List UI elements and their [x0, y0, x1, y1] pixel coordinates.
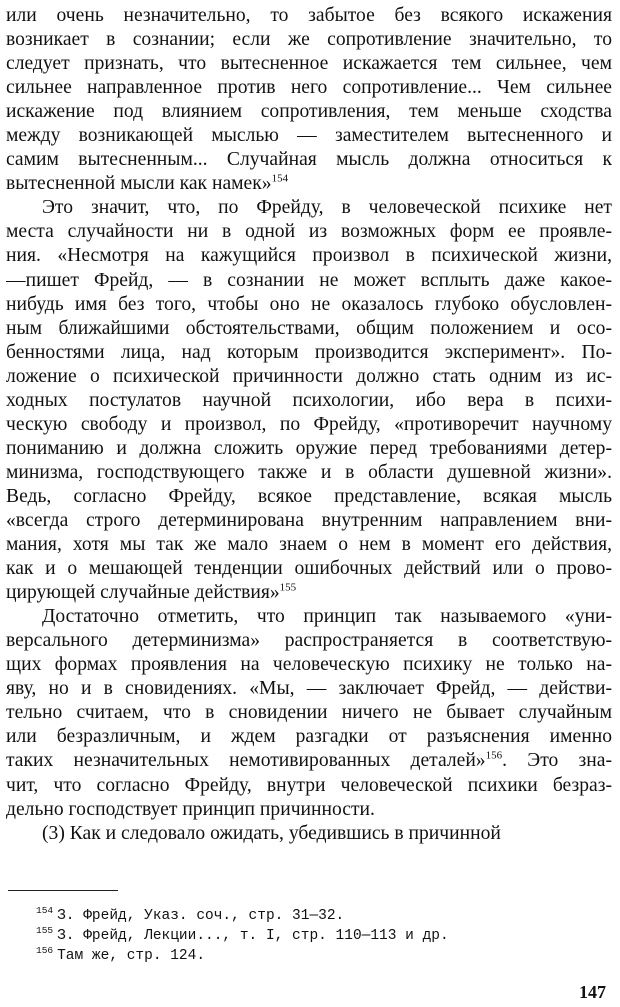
- line-text: ложение о психической причинности должно стать одним из ис-: [6, 365, 612, 387]
- footnotes: [36, 906, 596, 966]
- footnote-ref: 155: [279, 581, 297, 594]
- footnote-text: З. Фрейд, Лекции..., т. I, стр. 110—113 и др.: [57, 928, 449, 944]
- line-text: нибудь имя без того, чтобы оно не оказалось глубоко обусловлен-: [6, 293, 612, 315]
- text-line: [6, 581, 612, 605]
- footnote-text: З. Фрейд, Указ. соч., стр. 31—32.: [57, 908, 345, 924]
- line-text: минизма, господствующего также и в области душевной жизни».: [6, 461, 612, 483]
- text-line: [6, 52, 612, 76]
- text-line: [6, 629, 612, 653]
- text-line: [6, 269, 612, 293]
- text-line: [6, 244, 612, 268]
- line-text: между возникающей мыслью — заместителем вытесненного и: [6, 125, 612, 147]
- footnote: [36, 946, 596, 966]
- line-text: ческую свободу и произвол, по Фрейду, «противоречит научному: [6, 413, 612, 435]
- text-line: [6, 557, 612, 581]
- text-line: [6, 172, 612, 196]
- line-text: искажение под влиянием сопротивления, тем меньше сходства: [6, 101, 612, 123]
- footnote-ref: 156: [485, 749, 503, 762]
- text-line: [6, 317, 612, 341]
- text-line: [6, 293, 612, 317]
- line-text: или безразличным, и ждем разгадки от разъяснения именно: [6, 726, 612, 748]
- text-line: [6, 4, 612, 28]
- text-line: [6, 365, 612, 389]
- line-text: или очень незначительно, то забытое без всякого искажения: [6, 5, 612, 26]
- text-line: [6, 28, 612, 52]
- footnote-number: 154: [36, 905, 54, 917]
- text-line: [6, 677, 612, 701]
- line-text: тельно считаем, что в сновидении ничего не бывает случайным: [6, 702, 612, 724]
- text-line: [6, 148, 612, 172]
- line-text: (3) Как и следовало ожидать, убедившись в причинной: [42, 822, 501, 844]
- line-text: ходных постулатов научной психологии, ибо вера в психи-: [6, 389, 612, 411]
- text-line: [6, 774, 612, 798]
- footnote: [36, 906, 596, 926]
- line-text: места случайности ни в одной из возможных форм ее проявле-: [6, 221, 612, 243]
- text-line: [6, 605, 612, 629]
- text-line: [6, 220, 612, 244]
- page-number: 147: [579, 982, 606, 1002]
- line-text: как и о мешающей тенденции ошибочных действий или о прово-: [6, 558, 612, 580]
- text-line: [6, 196, 612, 220]
- text-line: [6, 725, 612, 749]
- text-line: [6, 341, 612, 365]
- line-text: «всегда строго детерминирована внутренним направлением вни-: [6, 509, 612, 531]
- line-text: ным ближайшими обстоятельствами, общим положением и осо-: [6, 317, 612, 339]
- text-line: [6, 749, 612, 773]
- text-line: [6, 653, 612, 677]
- line-text: цирующей случайные действия»: [6, 582, 280, 604]
- line-text: пониманию и должна сложить оружие перед требованиями детер-: [6, 437, 612, 459]
- footnote-text: Там же, стр. 124.: [57, 948, 206, 964]
- main-text: [6, 4, 612, 846]
- line-text: дельно господствует принцип причинности.: [6, 798, 375, 820]
- text-line: [6, 798, 612, 822]
- footnote: [36, 926, 596, 946]
- text-line: [6, 413, 612, 437]
- line-text: следует признать, что вытесненное искажается тем сильнее, чем: [6, 53, 612, 75]
- line-text: яву, но и в сновидениях. «Мы, — заключает Фрейд, — действи-: [6, 678, 612, 700]
- footnote-ref: 154: [271, 172, 289, 185]
- footnote-rule: [8, 890, 118, 891]
- text-line: [6, 822, 612, 846]
- line-text: вытесненной мысли как намек»: [6, 173, 272, 195]
- text-line: [6, 461, 612, 485]
- line-text: Ведь, согласно Фрейду, всякое представление, всякая мысль: [6, 485, 612, 507]
- text-line: [6, 701, 612, 725]
- footnote-number: 155: [36, 925, 54, 937]
- line-text: чит, что согласно Фрейду, внутри человеческой психики безраз-: [6, 774, 612, 796]
- line-text: таких незначительных немотивированных деталей»: [6, 750, 486, 772]
- text-line: [6, 100, 612, 124]
- text-line: [6, 437, 612, 461]
- text-line: [6, 509, 612, 533]
- line-tail: . Это зна-: [502, 750, 612, 772]
- line-text: бенностями лица, над которым производится эксперимент». По-: [6, 341, 612, 363]
- footnote-number: 156: [36, 945, 54, 957]
- text-line: [6, 124, 612, 148]
- line-text: Достаточно отметить, что принцип так называемого «уни-: [42, 606, 612, 628]
- line-text: Это значит, что, по Фрейду, в человеческой психике нет: [42, 197, 612, 219]
- line-text: возникает в сознании; если же сопротивление значительно, то: [6, 29, 612, 51]
- text-line: [6, 533, 612, 557]
- text-line: [6, 485, 612, 509]
- line-text: щих формах проявления на человеческую психику не только на-: [6, 654, 612, 676]
- line-text: сильнее направленное против него сопротивление... Чем сильнее: [6, 77, 612, 99]
- line-text: самим вытесненным... Случайная мысль должна относиться к: [6, 149, 612, 171]
- line-text: мания, хотя мы так же мало знаем о нем в момент его действия,: [6, 534, 612, 556]
- text-line: [6, 76, 612, 100]
- line-text: —пишет Фрейд, — в сознании не может всплыть даже какое-: [6, 269, 612, 291]
- line-text: версального детерминизма» распространяется в соответствую-: [6, 630, 612, 652]
- text-line: [6, 389, 612, 413]
- line-text: ния. «Несмотря на кажущийся произвол в психической жизни,: [6, 245, 612, 267]
